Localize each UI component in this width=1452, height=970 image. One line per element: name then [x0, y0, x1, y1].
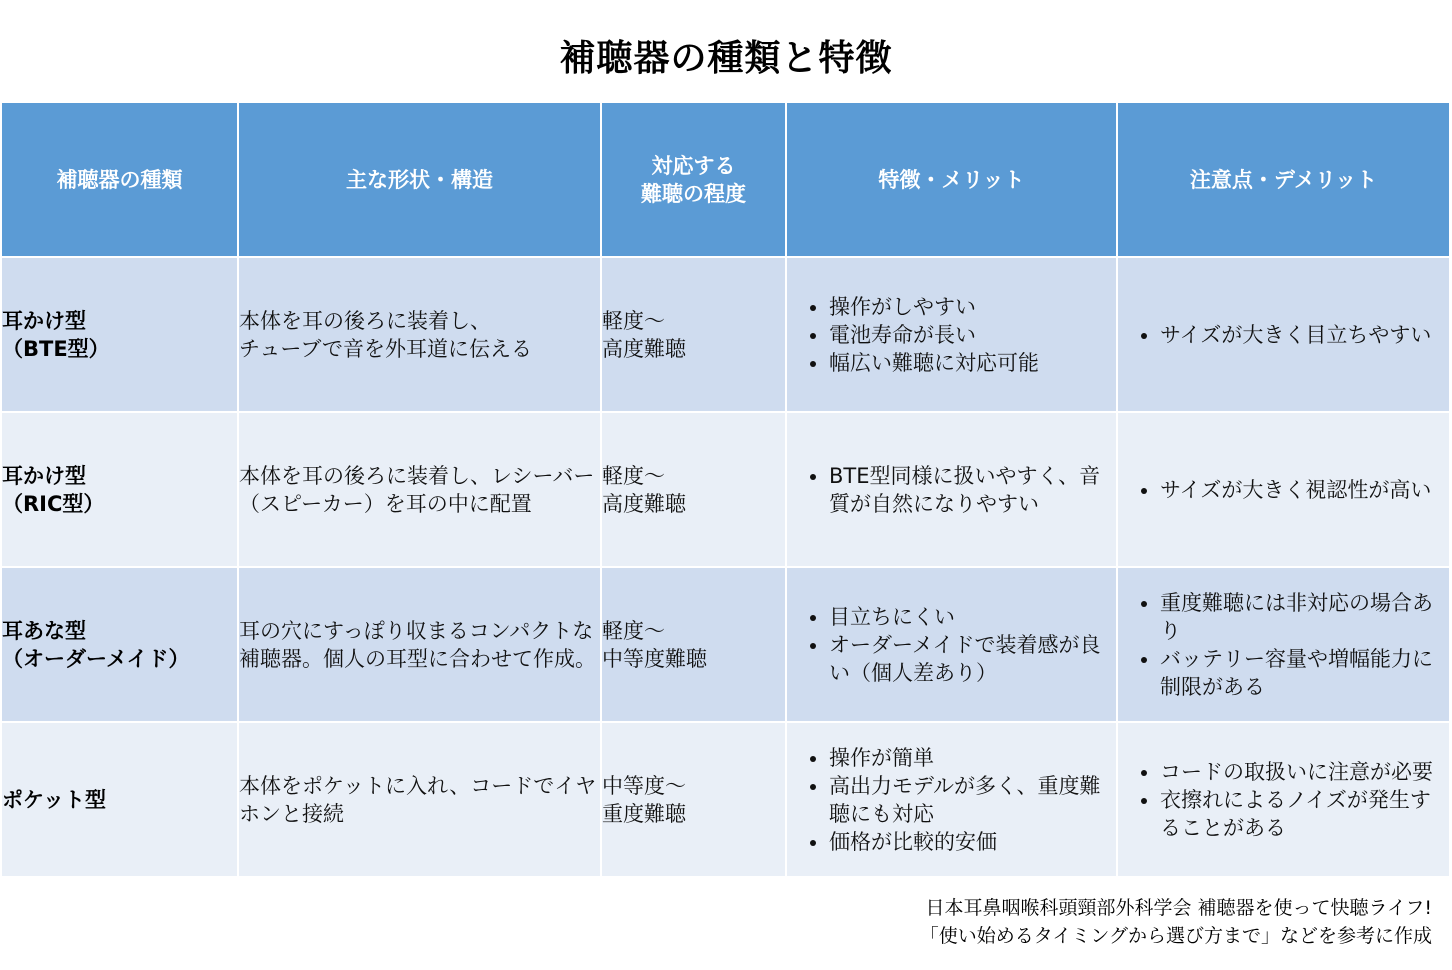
list-item: • 高出力モデルが多く、重度難聴にも対応	[829, 772, 1106, 828]
header-shape: 主な形状・構造	[238, 102, 601, 257]
table-row	[1, 257, 1450, 412]
list-item: • 幅広い難聴に対応可能	[829, 349, 1106, 377]
merit-list	[787, 462, 1116, 518]
cell-demerits	[1117, 722, 1450, 877]
list-item: • バッテリー容量や増幅能力に制限がある	[1160, 645, 1439, 701]
demerit-list	[1118, 321, 1449, 349]
cell-level: 軽度～ 高度難聴	[601, 412, 786, 567]
type-line2: （オーダーメイド）	[2, 646, 190, 671]
cell-merits	[786, 257, 1117, 412]
list-item: • 重度難聴には非対応の場合あり	[1160, 589, 1439, 645]
cell-level: 軽度～ 高度難聴	[601, 257, 786, 412]
cell-type	[1, 257, 238, 412]
cell-merits	[786, 567, 1117, 722]
demerit-list	[1118, 758, 1449, 842]
list-item: • コードの取扱いに注意が必要	[1160, 758, 1439, 786]
cell-demerits	[1117, 567, 1450, 722]
list-item: • サイズが大きく目立ちやすい	[1160, 321, 1439, 349]
header-merit: 特徴・メリット	[786, 102, 1117, 257]
cell-demerits	[1117, 257, 1450, 412]
merit-list	[787, 744, 1116, 856]
cell-shape: 本体を耳の後ろに装着し、 チューブで音を外耳道に伝える	[238, 257, 601, 412]
cell-type	[1, 722, 238, 877]
cell-merits	[786, 722, 1117, 877]
table-header-row	[1, 102, 1450, 257]
list-item: • 電池寿命が長い	[829, 321, 1106, 349]
hearing-aid-table	[0, 101, 1451, 878]
table-row	[1, 412, 1450, 567]
page-title: 補聴器の種類と特徴	[559, 38, 893, 79]
list-item: • BTE型同様に扱いやすく、音質が自然になりやすい	[829, 462, 1106, 518]
list-item: • 衣擦れによるノイズが発生することがある	[1160, 786, 1439, 842]
header-level-line2: 難聴の程度	[641, 181, 746, 206]
header-level	[601, 102, 786, 257]
type-line1: 耳あな型	[2, 618, 86, 643]
cell-level: 軽度～ 中等度難聴	[601, 567, 786, 722]
cell-level: 中等度～ 重度難聴	[601, 722, 786, 877]
list-item: • オーダーメイドで装着感が良い（個人差あり）	[829, 631, 1106, 687]
cell-shape: 本体をポケットに入れ、コードでイヤホンと接続	[238, 722, 601, 877]
cell-shape: 本体を耳の後ろに装着し、レシーバー（スピーカー）を耳の中に配置	[238, 412, 601, 567]
source-note-line1: 日本耳鼻咽喉科頭頸部外科学会 補聴器を使って快聴ライフ!	[925, 897, 1432, 919]
source-note-line2: 「使い始めるタイミングから選び方まで」などを参考に作成	[919, 925, 1432, 947]
cell-type	[1, 412, 238, 567]
cell-type	[1, 567, 238, 722]
header-level-line1: 対応する	[651, 153, 736, 178]
header-demerit: 注意点・デメリット	[1117, 102, 1450, 257]
type-line2: （BTE型）	[2, 336, 110, 361]
type-line1: ポケット型	[2, 787, 106, 812]
list-item: • 操作が簡単	[829, 744, 1106, 772]
list-item: • 操作がしやすい	[829, 293, 1106, 321]
type-line1: 耳かけ型	[2, 308, 86, 333]
cell-merits	[786, 412, 1117, 567]
demerit-list	[1118, 589, 1449, 701]
header-type: 補聴器の種類	[1, 102, 238, 257]
list-item: • サイズが大きく視認性が高い	[1160, 476, 1439, 504]
cell-shape: 耳の穴にすっぽり収まるコンパクトな補聴器。個人の耳型に合わせて作成。	[238, 567, 601, 722]
cell-demerits	[1117, 412, 1450, 567]
table-row	[1, 722, 1450, 877]
type-line2: （RIC型）	[2, 491, 105, 516]
list-item: • 価格が比較的安価	[829, 828, 1106, 856]
table-row	[1, 567, 1450, 722]
demerit-list	[1118, 476, 1449, 504]
merit-list	[787, 603, 1116, 687]
merit-list	[787, 293, 1116, 377]
type-line1: 耳かけ型	[2, 463, 86, 488]
source-note	[920, 894, 1432, 950]
list-item: • 目立ちにくい	[829, 603, 1106, 631]
